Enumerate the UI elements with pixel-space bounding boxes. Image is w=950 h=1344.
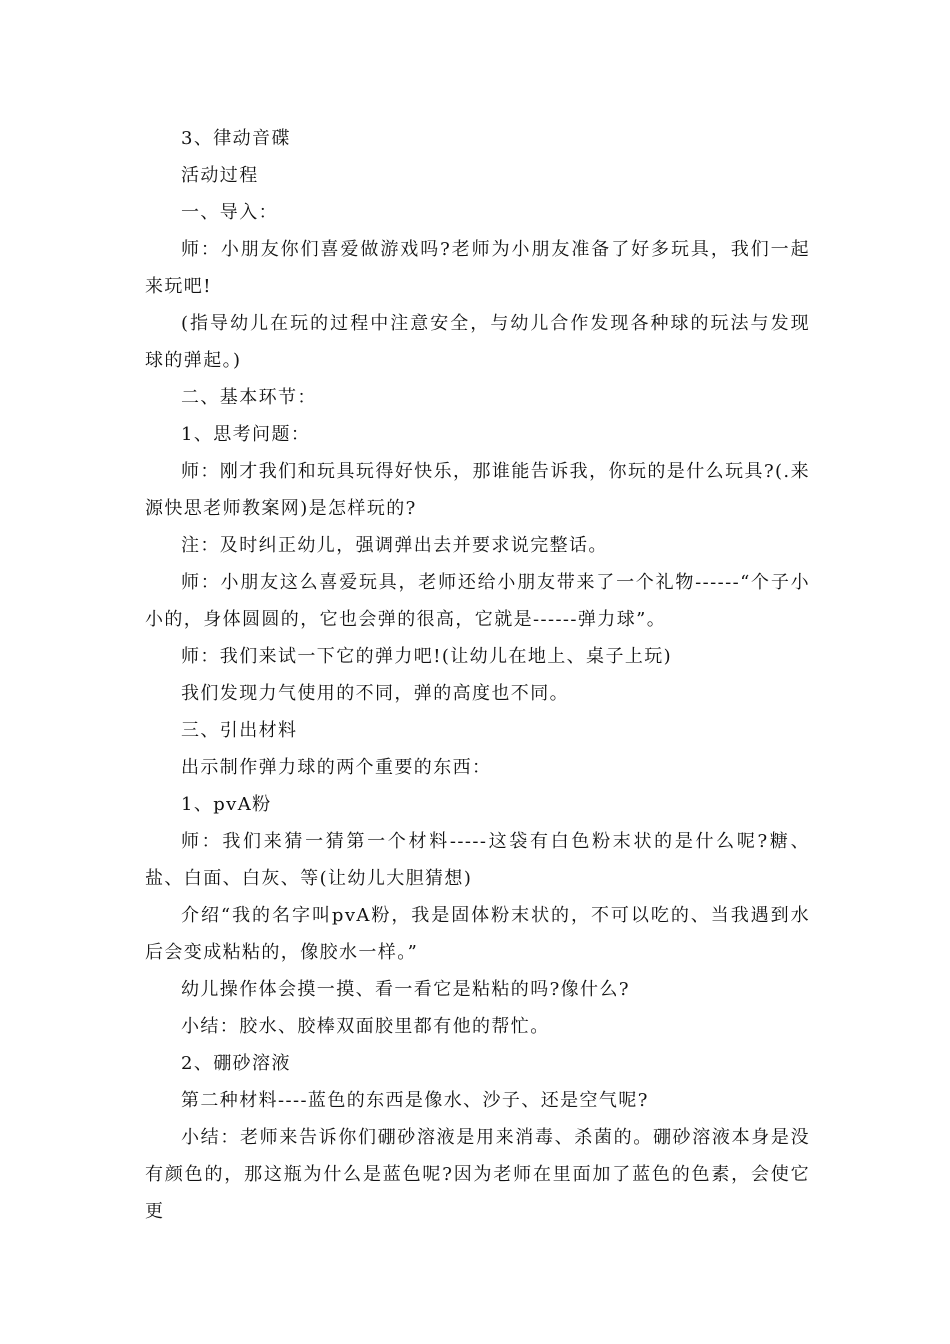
paragraph-teacher-gift: 师：小朋友这么喜爱玩具，老师还给小朋友带来了一个礼物------“个子小小的，身体圆圆的，它也会弹的很高，它就是------弹力球”。 xyxy=(145,572,810,630)
paragraph-guess-material: 师：我们来猜一猜第一个材料-----这袋有白色粉末状的是什么呢?糖、盐、白面、白灰、等(让幼儿大胆猜想) xyxy=(145,831,810,889)
subheading-pva-powder: 1、pvA粉 xyxy=(181,794,272,815)
heading-activity-process: 活动过程 xyxy=(181,165,259,186)
document-body xyxy=(145,120,810,1230)
paragraph-teacher-intro: 师：小朋友你们喜爱做游戏吗?老师为小朋友准备了好多玩具，我们一起来玩吧! xyxy=(145,239,810,297)
paragraph-discovery: 我们发现力气使用的不同，弹的高度也不同。 xyxy=(181,683,569,704)
section-heading-introduction: 一、导入： xyxy=(181,202,278,223)
paragraph-pva-introduction: 介绍“我的名字叫pvA粉，我是固体粉末状的，不可以吃的、当我遇到水后会变成粘粘的，像胶水一样。” xyxy=(145,905,810,963)
paragraph-note-correction: 注：及时纠正幼儿，强调弹出去并要求说完整话。 xyxy=(181,535,608,556)
section-heading-basic-steps: 二、基本环节： xyxy=(181,387,317,408)
section-heading-materials: 三、引出材料 xyxy=(181,720,298,741)
subheading-thinking-questions: 1、思考问题： xyxy=(181,424,311,445)
paragraph-guidance-note: (指导幼儿在玩的过程中注意安全，与幼儿合作发现各种球的玩法与发现球的弹起。) xyxy=(145,313,810,371)
paragraph-teacher-question: 师：刚才我们和玩具玩得好快乐，那谁能告诉我，你玩的是什么玩具?(.来源快思老师教案网)是怎样玩的? xyxy=(145,461,810,519)
paragraph-summary-borax: 小结：老师来告诉你们硼砂溶液是用来消毒、杀菌的。硼砂溶液本身是没有颜色的，那这瓶为什么是蓝色呢?因为老师在里面加了蓝色的色素，会使它更 xyxy=(145,1127,810,1222)
paragraph-teacher-try: 师：我们来试一下它的弹力吧!(让幼儿在地上、桌子上玩) xyxy=(181,646,673,667)
paragraph-children-operate: 幼儿操作体会摸一摸、看一看它是粘粘的吗?像什么? xyxy=(181,979,630,1000)
paragraph-summary-glue: 小结：胶水、胶棒双面胶里都有他的帮忙。 xyxy=(181,1016,550,1037)
subheading-borax-solution: 2、硼砂溶液 xyxy=(181,1053,291,1074)
paragraph-second-material: 第二种材料----蓝色的东西是像水、沙子、还是空气呢? xyxy=(181,1090,649,1111)
paragraph-show-materials: 出示制作弹力球的两个重要的东西： xyxy=(181,757,492,778)
list-item-music-disc: 3、律动音碟 xyxy=(181,128,291,149)
